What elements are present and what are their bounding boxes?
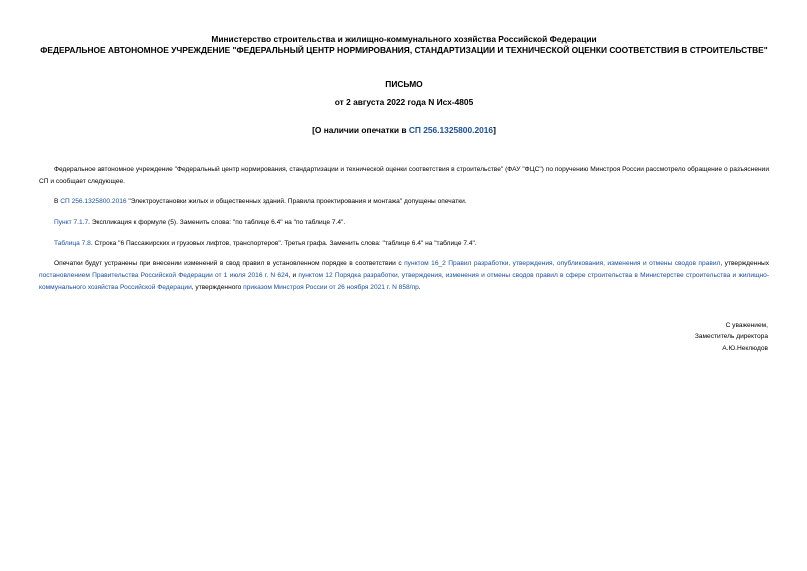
p2-suffix: "Электроустановки жилых и общественных зданий. Правила проектирования и монтажа" допущены опечатки. [126, 198, 467, 205]
signature-position: Заместитель директора [694, 333, 768, 340]
paragraph-intro: Федеральное автономное учреждение "Федеральный центр нормирования, стандартизации и технической оценки соответствия в строительстве" (ФАУ "ФЦС") по поручению Минстроя России рассмотрело обращение о разъяснении СП и сообщает следующее. [39, 166, 769, 185]
p3-text: . Экспликация к формуле (5). Заменить слова: "по таблице 6.4" на "по таблице 7.4". [88, 219, 346, 226]
government-decree-624-link[interactable]: постановлением Правительства Российской Федерации от 1 июля 2016 г. N 624 [39, 271, 289, 279]
subject-sp-link[interactable]: СП 256.1325800.2016 [408, 125, 494, 135]
institution-heading: ФЕДЕРАЛЬНОЕ АВТОНОМНОЕ УЧРЕЖДЕНИЕ "ФЕДЕРАЛЬНЫЙ ЦЕНТР НОРМИРОВАНИЯ, СТАНДАРТИЗАЦИИ И ТЕХНИЧЕСКОЙ ОЦЕНКИ СООТВЕТСТВИЯ В СТРОИТЕЛЬСТВЕ" [40, 45, 768, 55]
table-78-link[interactable]: Таблица 7.8 [54, 240, 91, 247]
rules-clause-16-2-link[interactable]: пунктом 16_2 Правил разработки, утверждения, опубликования, изменения и отмены сводов правил [404, 260, 721, 267]
subject-suffix: ] [493, 125, 496, 135]
subject-prefix: [О наличии опечатки в [312, 125, 409, 135]
paragraph-clause-717 [39, 217, 769, 229]
sp-link[interactable]: СП 256.1325800.2016 [60, 198, 127, 205]
ministry-heading: Министерство строительства и жилищно-коммунального хозяйства Российской Федерации [211, 34, 597, 44]
paragraph-errors-found [39, 196, 769, 208]
signature-greeting: С уважением, [725, 322, 768, 329]
p4-text: . Строка "6 Пассажирских и грузовых лифтов, транспортеров". Третья графа. Заменить слова: "таблице 6.4" на "таблице 7.4". [90, 240, 477, 247]
procedure-clause-12-link[interactable]: пунктом 12 Порядка разработки, утверждения, изменения и отмены сводов правил в сфере строительства в Министерстве строительства и жилищно-коммунального хозяйства Российской Федерации [39, 271, 770, 291]
document-subject-heading [40, 125, 768, 136]
p2-prefix: В [54, 198, 61, 205]
document-date-heading: от 2 августа 2022 года N Исх-4805 [334, 97, 474, 107]
p5-text-d: , утвержденного [191, 283, 244, 291]
minstroy-order-858-link[interactable]: приказом Минстроя России от 26 ноября 2021 г. N 858/пр [243, 283, 419, 291]
signature-name: А.Ю.Неклюдов [722, 345, 768, 352]
paragraph-correction-procedure [39, 258, 769, 293]
p5-text-e: . [418, 283, 421, 291]
p5-text-c: , и [288, 271, 299, 279]
p5-text-a: Опечатки будут устранены при внесении изменений в свод правил в установленном порядке в соответствии с [54, 260, 405, 267]
paragraph-table-78 [39, 238, 769, 250]
p5-text-b: , утвержденных [720, 260, 769, 267]
document-type-heading: ПИСЬМО [385, 79, 423, 89]
clause-717-link[interactable]: Пункт 7.1.7 [54, 219, 89, 226]
